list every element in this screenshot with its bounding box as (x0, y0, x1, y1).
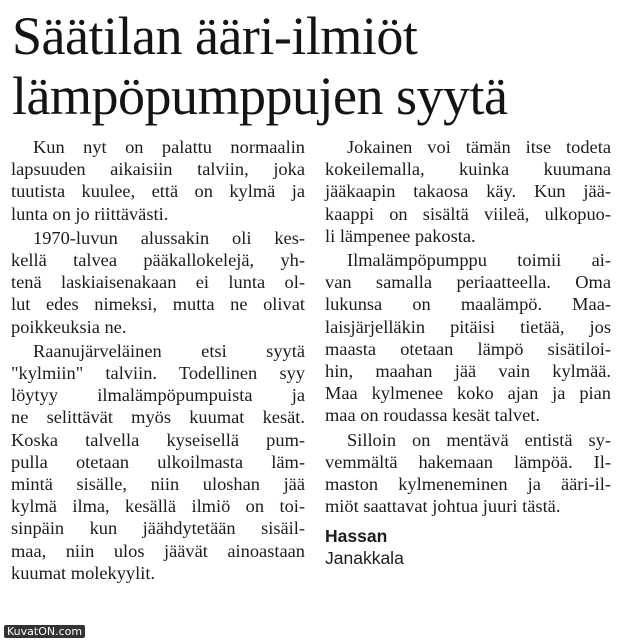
text-line: pulla otetaan ulkoilmasta läm- (11, 451, 305, 472)
text-line: lukunsa on maalämpö. Maa- (325, 294, 611, 315)
text-line: maa on roudassa kesät talvet. (325, 405, 540, 426)
article-paragraph (325, 429, 611, 518)
article-paragraph (325, 136, 611, 247)
text-line: sinpäin kun jäähdytetään sisäil- (11, 518, 305, 539)
left-column (11, 136, 305, 586)
text-line: jääkaapin takaosa käy. Kun jää- (325, 181, 611, 202)
text-line: lapsuuden aikaisiin talviin, joka (11, 159, 305, 180)
text-line: tenä laskiaisenakaan ei lunta ol- (11, 272, 305, 293)
text-line: ne selittävät myös kuumat kesät. (11, 407, 305, 428)
text-line: maasta otetaan lämpö sisätiloi- (325, 338, 611, 359)
text-line: löytyy ilmalämpöpumpuista ja (11, 385, 305, 406)
text-line: Silloin on mentävä entistä sy- (347, 429, 611, 450)
text-line: "kylmiin" talviin. Todellinen syy (11, 363, 305, 384)
text-line: Raanujärveläinen etsi syytä (33, 340, 305, 361)
text-line: Maa kylmenee koko ajan ja pian (325, 383, 611, 404)
text-line: 1970-luvun alussakin oli kes- (33, 227, 305, 248)
author-name: Hassan (325, 526, 388, 547)
text-line: van samalla periaatteella. Oma (325, 272, 611, 293)
text-line: kylmä ilma, kesällä ilmiö on toi- (11, 496, 305, 517)
text-line: maston kylmeneminen ja ääri-il- (325, 474, 611, 495)
article-headline (12, 6, 612, 126)
text-line: Jokainen voi tämän itse todeta (347, 137, 611, 157)
text-line: kuumat molekyylit. (11, 562, 156, 583)
site-watermark: KuvatON.com (4, 625, 85, 638)
text-line: li lämpenee pakosta. (325, 225, 476, 246)
text-line: Ilmalämpöpumppu toimii ai- (347, 250, 611, 271)
article-paragraph (11, 227, 305, 338)
headline-line: lämpöpumppujen syytä (12, 66, 508, 126)
text-line: mintä sisälle, niin uloshan jää (11, 474, 305, 495)
text-line: lut edes nimeksi, mutta ne olivat (11, 294, 305, 315)
text-line: Kun nyt on palattu normaalin (33, 137, 305, 157)
text-line: Koska talvella kyseisellä pum- (11, 429, 305, 450)
text-line: hin, maahan jää vain kylmää. (325, 361, 611, 382)
text-line: vemmältä hakemaan lämpöä. Il- (325, 451, 611, 472)
text-line: kellä talvea pääkallokelejä, yh- (11, 250, 305, 271)
article-paragraph (325, 249, 611, 427)
text-line: miöt saattavat johtua juuri tästä. (325, 496, 561, 517)
text-line: laisjärjelläkin pitäisi tietää, jos (325, 316, 611, 337)
text-line: maa, niin ulos jäävät ainoastaan (11, 540, 305, 561)
text-line: tuutista kuulee, että on kylmä ja (11, 181, 305, 202)
text-line: kokeilemalla, kuinka kuumana (325, 159, 611, 180)
text-line: lunta on jo riittävästi. (11, 203, 169, 224)
headline-line: Säätilan ääri-ilmiöt (12, 6, 418, 66)
text-line: poikkeuksia ne. (11, 316, 127, 337)
author-location: Janakkala (325, 548, 404, 569)
author-signature (325, 525, 611, 569)
article-paragraph (11, 340, 305, 584)
article-paragraph (11, 136, 305, 225)
text-line: kaappi on sisältä viileä, ulkopuo- (325, 203, 611, 224)
right-column (325, 136, 611, 569)
